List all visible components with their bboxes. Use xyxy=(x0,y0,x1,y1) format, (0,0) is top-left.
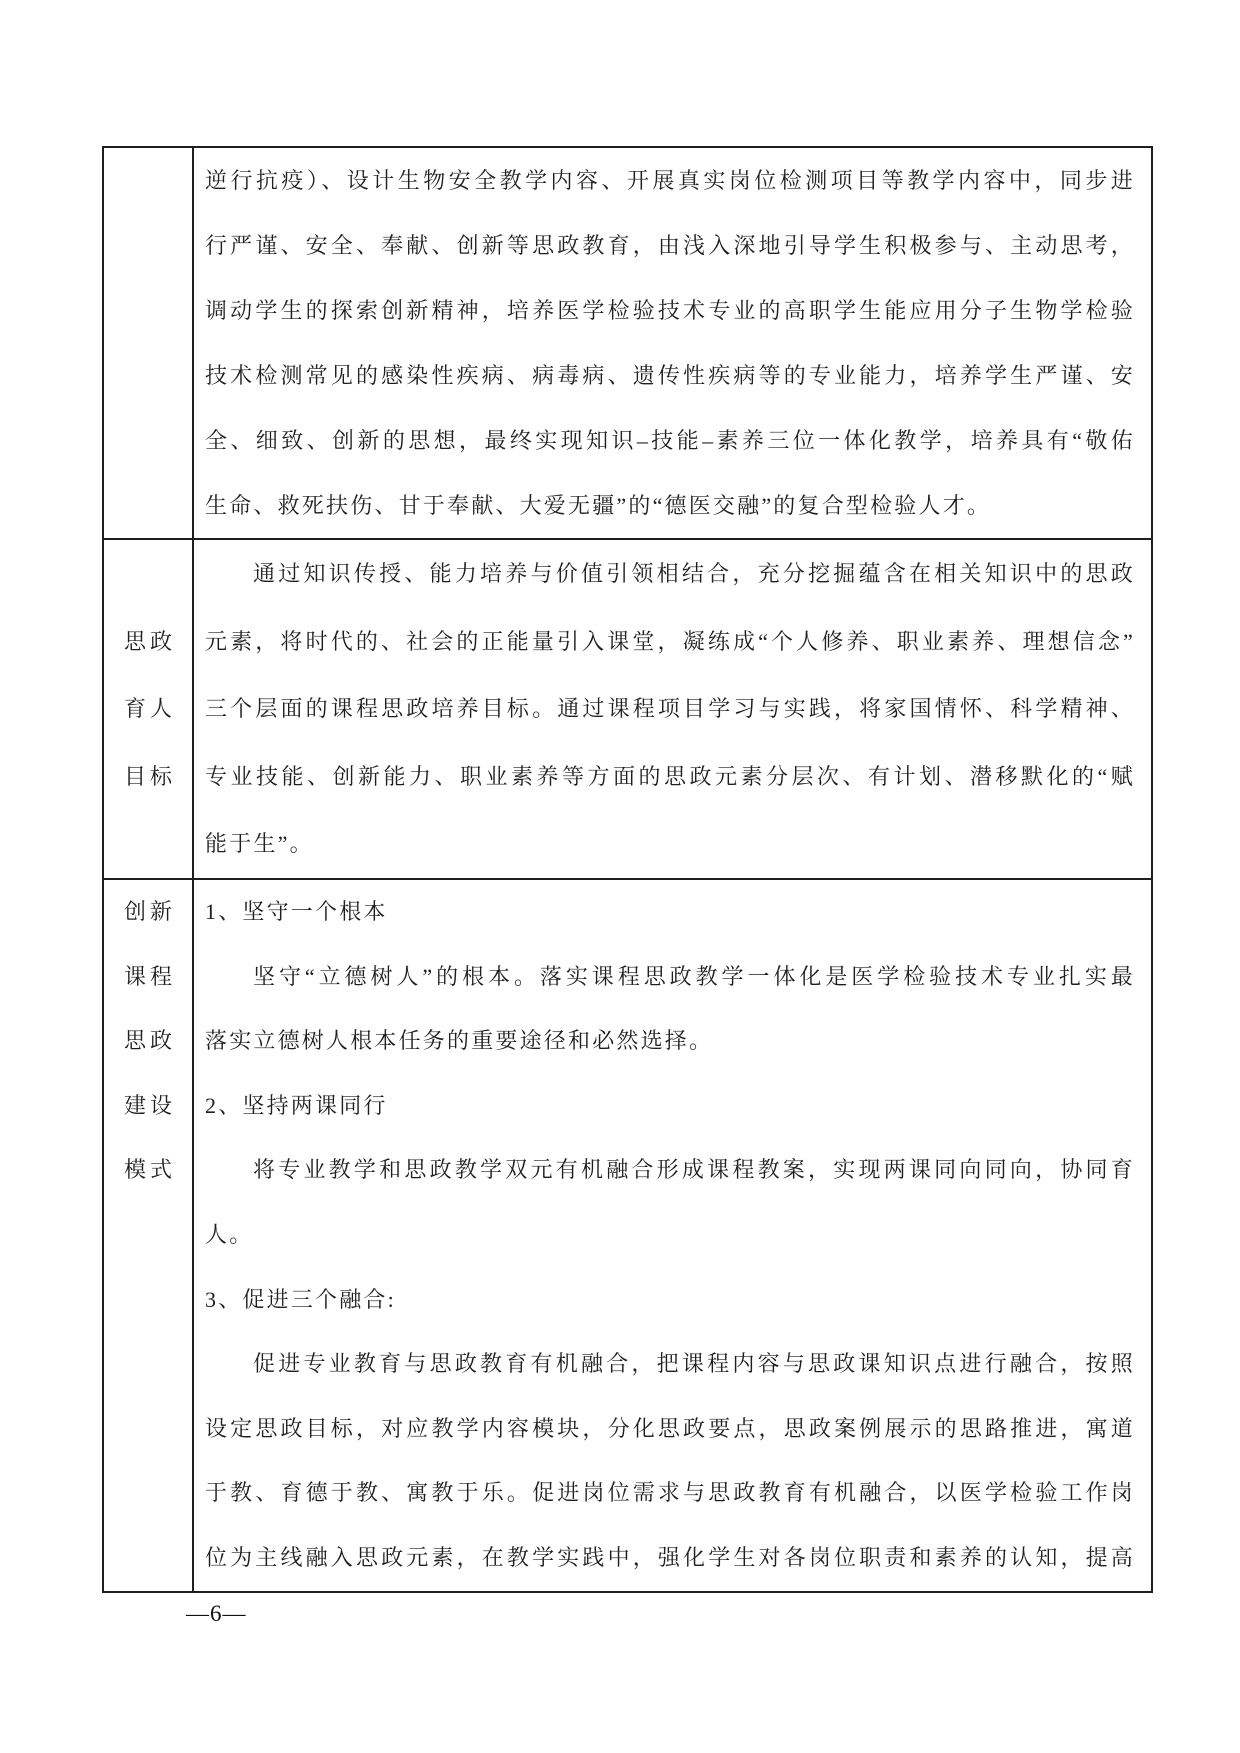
text-line: 全、细致、创新的思想，最终实现知识–技能–素养三位一体化教学，培养具有“敬佑 xyxy=(205,428,1135,453)
table-row xyxy=(104,148,1151,540)
row-label-line: 建设 xyxy=(123,1092,176,1118)
row-label-line: 思政 xyxy=(123,1028,176,1054)
row-label-cell xyxy=(104,148,194,538)
text-line: 坚守“立德树人”的根本。落实课程思政教学一体化是医学检验技术专业扎实最 xyxy=(253,963,1135,989)
text-line: 逆行抗疫）、设计生物安全教学内容、开展真实岗位检测项目等教学内容中，同步进 xyxy=(205,168,1135,193)
row-label-line: 目标 xyxy=(123,763,176,789)
row-label-cell xyxy=(104,540,194,878)
row-label-line: 课程 xyxy=(123,963,176,989)
row-label-line: 创新 xyxy=(123,899,176,924)
document-table xyxy=(102,146,1153,1593)
row-content-cell xyxy=(194,148,1151,538)
table-row xyxy=(104,540,1151,880)
text-line: 元素，将时代的、社会的正能量引入课堂，凝练成“个人修养、职业素养、理想信念” xyxy=(205,628,1135,654)
text-line: 1、坚守一个根本 xyxy=(205,899,388,924)
text-line: 能于生”。 xyxy=(205,831,314,857)
text-line: 通过知识传授、能力培养与价值引领相结合，充分挖掘蕴含在相关知识中的思政 xyxy=(253,561,1135,586)
text-line: 促进专业教育与思政教育有机融合，把课程内容与思政课知识点进行融合，按照 xyxy=(253,1351,1135,1377)
row-content-cell xyxy=(194,540,1151,878)
text-line: 专业技能、创新能力、职业素养等方面的思政元素分层次、有计划、潜移默化的“赋 xyxy=(205,763,1135,789)
text-line: 2、坚持两课同行 xyxy=(205,1092,388,1118)
text-line: 行严谨、安全、奉献、创新等思政教育，由浅入深地引导学生积极参与、主动思考， xyxy=(205,233,1135,258)
text-line: 调动学生的探索创新精神，培养医学检验技术专业的高职学生能应用分子生物学检验 xyxy=(205,298,1135,323)
text-line: 生命、救死扶伤、甘于奉献、大爱无疆”的“德医交融”的复合型检验人才。 xyxy=(205,493,992,518)
row-content-cell xyxy=(194,880,1151,1591)
text-line: 3、促进三个融合: xyxy=(205,1286,396,1312)
row-label-cell xyxy=(104,880,194,1591)
text-line: 设定思政目标，对应教学内容模块，分化思政要点，思政案例展示的思路推进，寓道 xyxy=(205,1415,1135,1441)
text-line: 将专业教学和思政教学双元有机融合形成课程教案，实现两课同向同向，协同育 xyxy=(253,1157,1135,1183)
row-label-line: 思政 xyxy=(123,628,176,654)
text-line: 三个层面的课程思政培养目标。通过课程项目学习与实践，将家国情怀、科学精神、 xyxy=(205,696,1135,722)
text-line: 落实立德树人根本任务的重要途径和必然选择。 xyxy=(205,1028,714,1054)
row-label-line: 育人 xyxy=(123,696,176,722)
page-number: —6— xyxy=(186,1601,247,1626)
row-label-line: 模式 xyxy=(123,1157,176,1183)
table-row xyxy=(104,880,1151,1591)
text-line: 位为主线融入思政元素，在教学实践中，强化学生对各岗位职责和素养的认知，提高 xyxy=(205,1544,1135,1570)
text-line: 技术检测常见的感染性疾病、病毒病、遗传性疾病等的专业能力，培养学生严谨、安 xyxy=(205,363,1135,388)
text-line: 于教、育德于教、寓教于乐。促进岗位需求与思政教育有机融合，以医学检验工作岗 xyxy=(205,1480,1135,1506)
text-line: 人。 xyxy=(205,1221,254,1247)
